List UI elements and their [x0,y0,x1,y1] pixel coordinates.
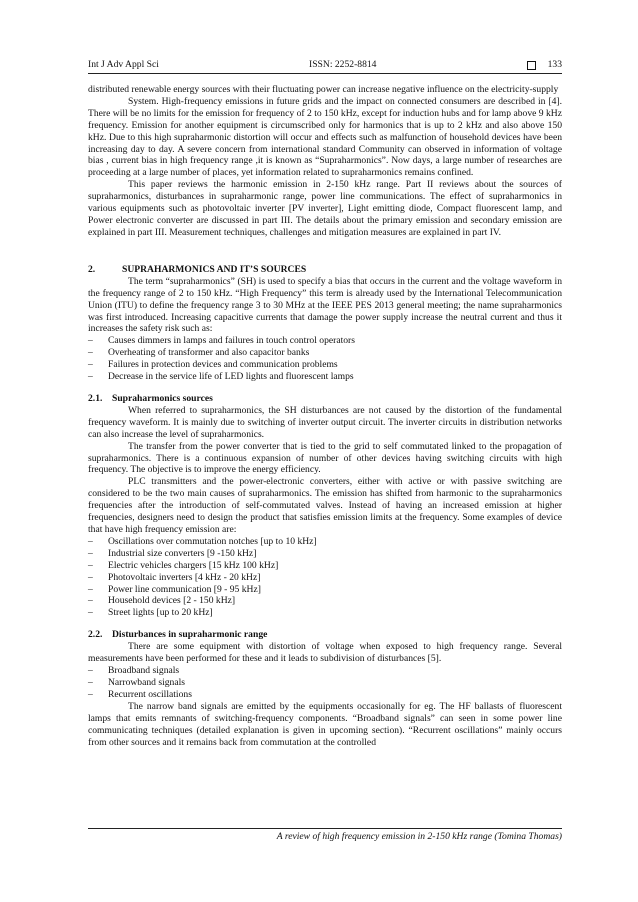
list-item: – Narrowband signals [88,676,185,688]
bullet-list [88,536,562,619]
list-item: – Decrease in the service life of LED lights and fluorescent lamps [88,371,354,383]
section-paragraph: The transfer from the power converter that is tied to the grid to self commutated linked to the propagation of supraharmonics. There is a continuous expansion of number of other devices having switching circuits with high frequency. The objective is to improve the energy efficiency. [88,440,562,476]
list-item: – Broadband signals [88,665,180,677]
section-heading: 2. SUPRAHARMONICS AND IT’S SOURCES [88,263,307,275]
list-item: – Industrial size converters [9 -150 kHz] [88,547,257,559]
bullet-list [88,335,562,383]
list-item: – Power line communication [9 - 95 kHz] [88,583,261,595]
issn: ISSN: 2252-8814 [309,59,377,70]
list-item: – Photovoltaic inverters [4 kHz - 20 kHz] [88,571,261,583]
running-header [88,59,562,74]
list-item: – Overheating of transformer and also capacitor banks [88,347,310,359]
section-paragraph: When referred to supraharmonics, the SH disturbances are not caused by the distortion of the fundamental frequency waveform. It is mainly due to switching of inverter output circuit. The inverter circuits in distribution networks can also increase the level of supraharmonics. [88,404,562,440]
bullet-list [88,665,562,701]
subsection-heading: 2.1. Supraharmonics sources [88,392,213,404]
section-paragraph: PLC transmitters and the power-electronic converters, either with active or with passive switching are considered to be the two main causes of supraharmonics. The emission has shifted from harmonic to the supraharmonics frequencies after the introduction of self-commutated valves. Instead of having an increased emission at higher frequencies, designers need to design the product that satisfies emission limits at the frequency. Some examples of device that have high frequency emission are: [88,476,562,535]
running-footer: A review of high frequency emission in 2-150 kHz range (Tomina Thomas) [88,828,562,842]
subsection-heading: 2.2. Disturbances in supraharmonic range [88,629,268,641]
intro-paragraph: System. High-frequency emissions in future grids and the impact on connected consumers are described in [4]. There will be no limits for the emission for frequency of 2 to 150 kHz, except for induction hubs and for lamp above 9 kHz frequency. Emission for another equipment is circumscribed only for harmonics that is up to 2 kHz and also above 150 kHz. Due to this high supraharmonic distortion will occur and effects such as malfunction of household devices have been increasing day to day. A severe concern from international standard Community can observed in information of voltage bias , current bias in high frequency range ,it is known as “Supraharmonics”. Now days, a large number of researches are proceeding at a large number of places, yet information related to supraharmonics remains confined. [88,95,562,179]
intro-paragraph: distributed renewable energy sources with their fluctuating power can increase negative influence on the electricity-supply [88,84,559,95]
list-item: – Causes dimmers in lamps and failures in touch control operators [88,335,355,347]
checkbox-icon [527,61,536,70]
page-body [88,59,562,748]
list-item: – Electric vehicles chargers [15 kHz 100 kHz] [88,559,279,571]
list-item: – Household devices [2 - 150 kHz] [88,595,236,607]
list-item: – Oscillations over commutation notches [up to 10 kHz] [88,535,317,547]
section-paragraph: The narrow band signals are emitted by the equipments occasionally for eg. The HF ballasts of fluorescent lamps that emits remnants of switching-frequency components. “Broadband signals” can seen in some power line communicating techniques (detailed explanation is given in upcoming section). “Recurrent oscillations” mainly occurs from other sources and it remains back from commutation at the controlled [88,700,562,748]
list-item: – Recurrent oscillations [88,688,192,700]
section-paragraph: There are some equipment with distortion of voltage when exposed to high frequency range. Several measurements have been performed for these and it leads to subdivision of disturbances [5]. [88,641,562,665]
page-number: 133 [547,59,562,70]
journal-name: Int J Adv Appl Sci [88,59,159,70]
list-item: – Failures in protection devices and communication problems [88,359,338,371]
section-paragraph: The term “supraharmonics” (SH) is used to specify a bias that occurs in the current and the voltage waveform in the frequency range of 2 to 150 kHz. “High Frequency” this term is already used by the International Telecommunication Union (ITU) to define the frequency range 3 to 30 MHz at the IEEE PES 2013 general meeting; the name supraharmonics was first introduced. Increasing capacitive currents that damage the power supply increase the neutral current and thus it increases the safety risk such as: [88,275,562,335]
intro-paragraph: This paper reviews the harmonic emission in 2-150 kHz range. Part II reviews about the sources of supraharmonics, disturbances in supraharmonic range, power line communications. The effect of supraharmonics in various equipments such as photovoltaic inverter [PV inverter], Light emitting diode, Compact fluorescent lamp, and Power electronic converter are discussed in part III. The details about the primary emission and secondary emission are explained in part III. Measurement techniques, challenges and mitigation measures are explained in part IV. [88,179,562,238]
list-item: – Street lights [up to 20 kHz] [88,607,213,619]
